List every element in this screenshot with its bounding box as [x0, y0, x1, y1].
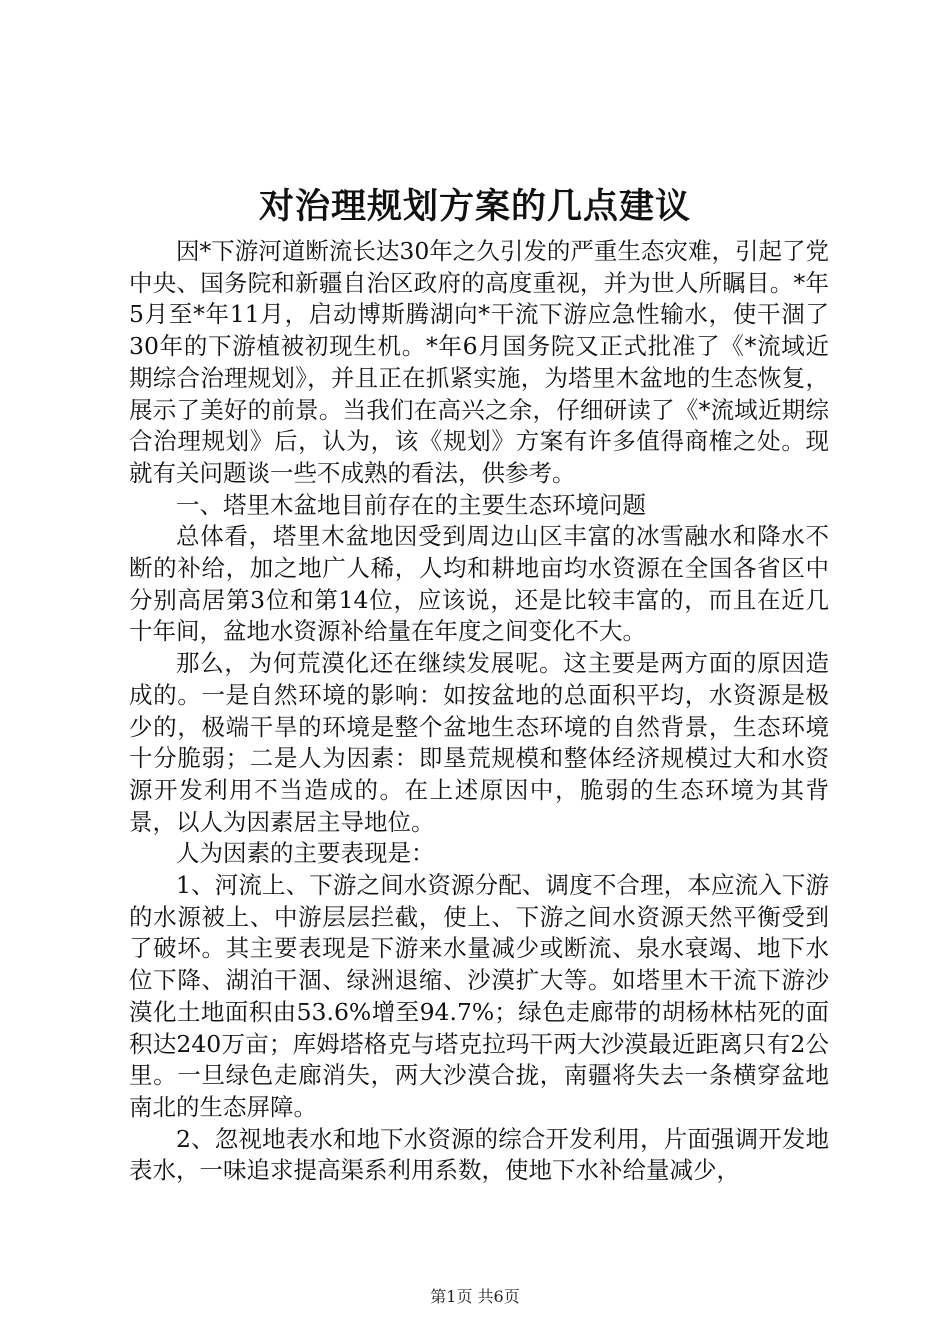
paragraph-causes: 那么，为何荒漠化还在继续发展呢。这主要是两方面的原因造成的。一是自然环境的影响：如按盆地的总面积平均，水资源是极少的，极端干旱的环境是整个盆地生态环境的自然背景，生态环境十分脆弱；二是人为因素：即垦荒规模和整体经济规模过大和水资源开发利用不当造成的。在上述原因中，脆弱的生态环境为其背景，以人为因素居主导地位。: [129, 649, 829, 836]
document-body: [129, 236, 829, 1187]
paragraph-overview: 总体看，塔里木盆地因受到周边山区丰富的冰雪融水和降水不断的补给，加之地广人稀，人均和耕地亩均水资源在全国各省区中分别高居第3位和第14位，应该说，还是比较丰富的，而且在近几十年间，盆地水资源补给量在年度之间变化不大。: [129, 522, 829, 646]
page-footer: 第1页 共6页: [430, 1287, 520, 1306]
section-heading-1: 一、塔里木盆地目前存在的主要生态环境问题: [176, 490, 646, 519]
paragraph-human-factors: 人为因素的主要表现是：: [176, 839, 435, 868]
paragraph-intro: 因*下游河道断流长达30年之久引发的严重生态灾难，引起了党中央、国务院和新疆自治区政府的高度重视，并为世人所瞩目。*年5月至*年11月，启动博斯腾湖向*干流下游应急性输水，使干涸了30年的下游植被初现生机。*年6月国务院又正式批准了《*流域近期综合治理规划》，并且正在抓紧实施，为塔里木盆地的生态恢复，展示了美好的前景。当我们在高兴之余，仔细研读了《*流域近期综合治理规划》后，认为，该《规划》方案有许多值得商榷之处。现就有关问题谈一些不成熟的看法，供参考。: [129, 237, 829, 487]
document-title: 对治理规划方案的几点建议: [258, 186, 691, 227]
paragraph-point-1: 1、河流上、下游之间水资源分配、调度不合理，本应流入下游的水源被上、中游层层拦截，使上、下游之间水资源天然平衡受到了破坏。其主要表现是下游来水量减少或断流、泉水衰竭、地下水位下降、湖泊干涸、绿洲退缩、沙漠扩大等。如塔里木干流下游沙漠化土地面积由53.6%增至94.7%；绿色走廊带的胡杨林枯死的面积达240万亩；库姆塔格克与塔克拉玛干两大沙漠最近距离只有2公里。一旦绿色走廊消失，两大沙漠合拢，南疆将失去一条横穿盆地南北的生态屏障。: [129, 871, 829, 1121]
paragraph-point-2: 2、忽视地表水和地下水资源的综合开发利用，片面强调开发地表水，一味追求提高渠系利用系数，使地下水补给量减少，: [129, 1124, 829, 1185]
